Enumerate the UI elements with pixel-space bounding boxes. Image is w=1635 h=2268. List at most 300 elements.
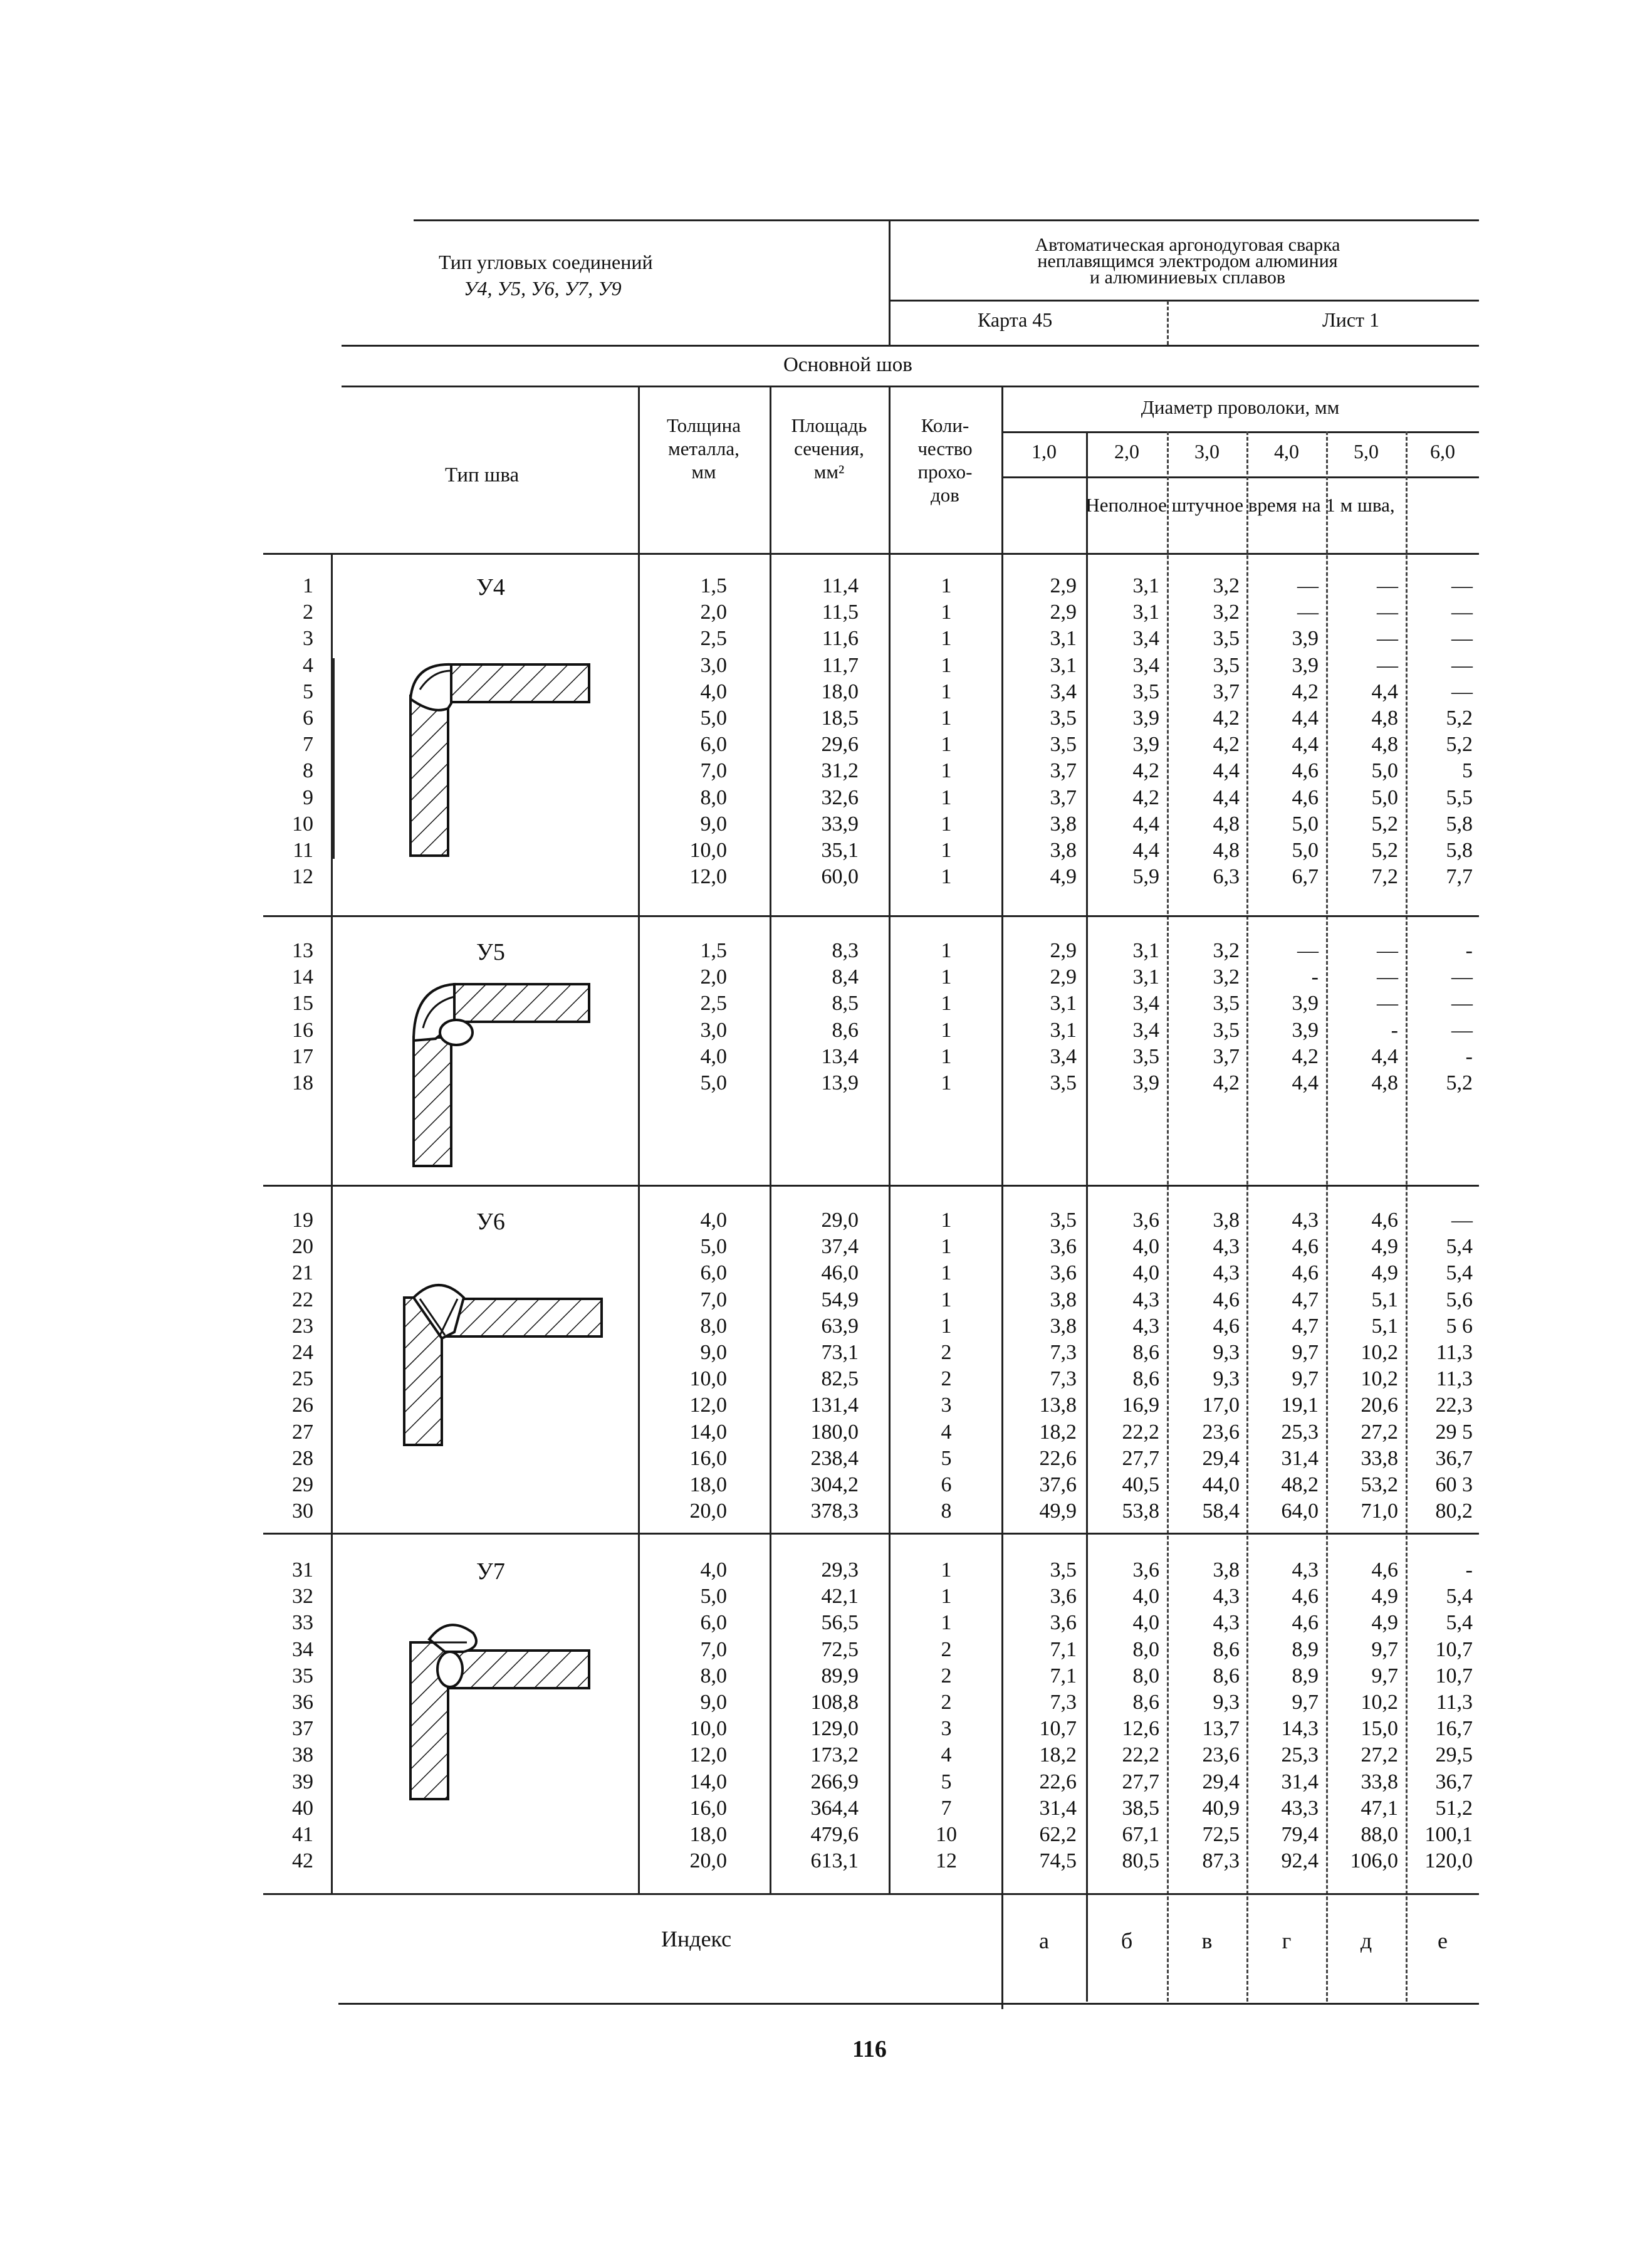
cell-time-d2: 3,5 [1213,627,1240,651]
cell-thickness: 14,0 [689,1420,727,1444]
cell-area: 32,6 [821,785,859,809]
cell-time-d0: 3,1 [1050,627,1077,651]
cell-area: 29,6 [821,733,859,757]
seam-drawing-y5 [395,969,595,1169]
cell-time-d5: 5,2 [1446,1071,1473,1095]
col-passes-line2: чество [917,438,973,459]
diameter-header-1: 2,0 [1114,440,1139,463]
cell-time-d1: 8,6 [1132,1691,1159,1714]
cell-time-d5: 11,3 [1436,1341,1473,1364]
cell-thickness: 10,0 [689,1717,727,1741]
cell-area: 18,0 [821,680,859,703]
cell-thickness: 7,0 [700,1637,727,1661]
cell-time-d3: 4,3 [1292,1209,1319,1232]
row-number: 19 [292,1209,313,1232]
cell-passes: 1 [941,653,952,677]
row-number: 25 [292,1367,313,1391]
cell-time-d2: 4,4 [1213,759,1240,783]
cell-time-d2: 3,2 [1213,939,1240,962]
cell-thickness: 8,0 [700,1664,727,1688]
cell-passes: 1 [941,812,952,836]
cell-time-d5: 5,2 [1446,706,1473,730]
cell-time-d2: 8,6 [1213,1637,1240,1661]
col-thickness-line3: мм [691,461,716,483]
cell-time-d4: 4,9 [1371,1585,1398,1609]
cell-thickness: 4,0 [700,1209,727,1232]
cell-passes: 1 [941,965,952,989]
table-top-rule [342,386,1479,387]
cell-time-d1: 3,1 [1132,965,1159,989]
cell-area: 54,9 [821,1288,859,1311]
cell-time-d0: 3,8 [1050,812,1077,836]
cell-passes: 2 [941,1367,952,1391]
cell-time-d3: 4,7 [1292,1288,1319,1311]
cell-time-d0: 62,2 [1039,1823,1077,1846]
cell-time-d2: 29,4 [1202,1446,1240,1470]
cell-time-d1: 4,0 [1132,1235,1159,1259]
cell-time-d0: 3,4 [1050,680,1077,703]
cell-time-d4: 33,8 [1361,1446,1398,1470]
row-number: 32 [292,1585,313,1609]
row-number: 30 [292,1499,313,1523]
index-bottom-rule [338,2003,1479,2005]
cell-time-d4: 4,8 [1371,733,1398,757]
cell-time-d2: 29,4 [1202,1770,1240,1793]
cell-thickness: 16,0 [689,1446,727,1470]
cell-thickness: 5,0 [700,706,727,730]
cell-time-d3: 79,4 [1281,1823,1319,1846]
cell-time-d3: 4,4 [1292,706,1319,730]
cell-time-d4: 10,2 [1361,1341,1398,1364]
cell-area: 42,1 [821,1585,859,1609]
cell-thickness: 4,0 [700,1558,727,1582]
cell-passes: 1 [941,706,952,730]
cell-time-d0: 3,1 [1050,653,1077,677]
col-seam-type-header: Тип шва [445,464,520,486]
cell-time-d1: 3,5 [1132,680,1159,703]
cell-time-d3: 5,0 [1292,812,1319,836]
cell-thickness: 1,5 [700,939,727,962]
row-number: 42 [292,1849,313,1873]
col-thickness-line2: металла, [668,438,739,459]
seam-drawing-y6 [395,1273,608,1448]
cell-time-d2: 9,3 [1213,1367,1240,1391]
cell-time-d1: 27,7 [1122,1446,1159,1470]
header-right-title-3: и алюминиевых сплавов [1089,267,1286,288]
cell-time-d4: 5,2 [1371,839,1398,862]
cell-time-d4: 4,4 [1371,1044,1398,1068]
cell-time-d3: — [1297,601,1319,624]
cell-passes: 5 [941,1770,952,1793]
cell-thickness: 10,0 [689,1367,727,1391]
index-label: Индекс [661,1926,732,1951]
cell-time-d5: 5,4 [1446,1585,1473,1609]
col-thickness-header [638,414,770,483]
cell-time-d0: 7,3 [1050,1691,1077,1714]
cell-time-d4: 10,2 [1361,1367,1398,1391]
cell-time-d5: 29,5 [1435,1743,1473,1767]
cell-passes: 2 [941,1664,952,1688]
cell-thickness: 4,0 [700,680,727,703]
col-thickness-line1: Толщина [667,414,741,436]
cell-time-d1: 3,5 [1132,1044,1159,1068]
cell-time-d4: 5,0 [1371,759,1398,783]
cell-time-d1: 3,4 [1132,1018,1159,1042]
cell-time-d0: 3,7 [1050,759,1077,783]
cell-time-d0: 7,3 [1050,1367,1077,1391]
cell-time-d4: — [1377,627,1398,651]
cell-area: 60,0 [821,865,859,889]
cell-time-d2: 3,5 [1213,653,1240,677]
row-number: 22 [292,1288,313,1311]
cell-time-d3: 14,3 [1281,1717,1319,1741]
cell-passes: 1 [941,992,952,1016]
cell-area: 173,2 [810,1743,859,1767]
cell-time-d5: 5,5 [1446,785,1473,809]
cell-passes: 1 [941,1044,952,1068]
cell-time-d3: 4,6 [1292,1611,1319,1635]
cell-time-d2: 87,3 [1202,1849,1240,1873]
card-label: Карта 45 [978,308,1053,331]
cell-time-d3: 25,3 [1281,1420,1319,1444]
cell-time-d4: 4,4 [1371,680,1398,703]
cell-area: 11,5 [822,601,859,624]
cell-passes: 1 [941,680,952,703]
cell-time-d1: 38,5 [1122,1796,1159,1820]
diam-sep-1 [1086,431,1088,2002]
cell-time-d5: 5,4 [1446,1261,1473,1285]
cell-time-d1: 4,3 [1132,1288,1159,1311]
cell-time-d0: 37,6 [1039,1473,1077,1496]
cell-time-d2: 40,9 [1202,1796,1240,1820]
cell-passes: 4 [941,1743,952,1767]
cell-thickness: 8,0 [700,785,727,809]
cell-time-d2: 3,7 [1213,1044,1240,1068]
cell-passes: 1 [941,627,952,651]
diam-sep-2 [1167,431,1169,2002]
cell-time-d4: 15,0 [1361,1717,1398,1741]
cell-time-d5: 60 3 [1435,1473,1473,1496]
cell-time-d1: 16,9 [1122,1394,1159,1417]
cell-time-d4: 5,2 [1371,812,1398,836]
row-number: 13 [292,939,313,962]
row-number: 24 [292,1341,313,1364]
cell-area: 266,9 [810,1770,859,1793]
cell-time-d1: 3,4 [1132,627,1159,651]
cell-time-d1: 67,1 [1122,1823,1159,1846]
row-number: 38 [292,1743,313,1767]
cell-thickness: 18,0 [689,1823,727,1846]
cell-thickness: 12,0 [689,1394,727,1417]
seam-drawing-y4 [395,646,595,859]
col-area-header [770,414,889,483]
cell-thickness: 7,0 [700,1288,727,1311]
cell-area: 82,5 [821,1367,859,1391]
row-number: 36 [292,1691,313,1714]
cell-time-d4: 9,7 [1371,1664,1398,1688]
cell-time-d4: 7,2 [1371,865,1398,889]
cell-time-d5: 29 5 [1435,1420,1473,1444]
cell-time-d3: 8,9 [1292,1637,1319,1661]
cell-time-d3: 9,7 [1292,1691,1319,1714]
cell-time-d3: 3,9 [1292,1018,1319,1042]
cell-time-d0: 3,8 [1050,839,1077,862]
row-number: 28 [292,1446,313,1470]
cell-time-d3: 64,0 [1281,1499,1319,1523]
cell-time-d3: 25,3 [1281,1743,1319,1767]
sheet-label: Лист 1 [1322,308,1380,331]
cell-time-d1: 3,9 [1132,1071,1159,1095]
cell-time-d3: 9,7 [1292,1341,1319,1364]
cell-time-d1: 3,4 [1132,653,1159,677]
cell-area: 56,5 [821,1611,859,1635]
cell-time-d2: 23,6 [1202,1420,1240,1444]
cell-passes: 1 [941,1585,952,1609]
col-line-diameters [1001,386,1003,2009]
cell-time-d5: 22,3 [1435,1394,1473,1417]
cell-time-d0: 3,5 [1050,1071,1077,1095]
cell-thickness: 5,0 [700,1071,727,1095]
card-sheet-divider [1167,301,1169,345]
cell-thickness: 7,0 [700,759,727,783]
cell-passes: 1 [941,574,952,597]
cell-time-d3: 19,1 [1281,1394,1319,1417]
cell-area: 89,9 [821,1664,859,1688]
cell-time-d0: 2,9 [1050,574,1077,597]
row-number: 21 [292,1261,313,1285]
diameter-header-0: 1,0 [1032,440,1057,463]
cell-time-d4: — [1377,939,1398,962]
cell-time-d4: 4,6 [1371,1558,1398,1582]
col-passes-line4: дов [931,484,959,506]
cell-thickness: 6,0 [700,733,727,757]
row-number: 3 [303,627,313,651]
cell-time-d0: 3,6 [1050,1235,1077,1259]
cell-time-d5: 36,7 [1435,1770,1473,1793]
row-number: 16 [292,1018,313,1042]
cell-time-d2: 3,2 [1213,601,1240,624]
cell-time-d2: 4,2 [1213,706,1240,730]
cell-time-d3: 4,4 [1292,1071,1319,1095]
cell-passes: 1 [941,1314,952,1338]
cell-time-d5: — [1451,992,1473,1016]
cell-time-d1: 12,6 [1122,1717,1159,1741]
cell-time-d2: 58,4 [1202,1499,1240,1523]
cell-time-d5: — [1451,680,1473,703]
seam-label-y7: У7 [476,1558,505,1585]
cell-time-d1: 4,4 [1132,839,1159,862]
row-number: 41 [292,1823,313,1846]
cell-time-d0: 49,9 [1039,1499,1077,1523]
col-line-area [770,386,771,1893]
cell-area: 31,2 [821,759,859,783]
header-divider [889,219,891,345]
cell-time-d2: 8,6 [1213,1664,1240,1688]
cell-time-d4: 53,2 [1361,1473,1398,1496]
cell-area: 46,0 [821,1261,859,1285]
cell-passes: 2 [941,1637,952,1661]
col-passes-line1: Коли- [921,414,969,436]
col-area-line3: мм² [813,461,845,483]
cell-area: 29,0 [821,1209,859,1232]
cell-time-d4: 5,1 [1371,1314,1398,1338]
cell-time-d3: 5,0 [1292,839,1319,862]
cell-area: 108,8 [810,1691,859,1714]
col-line-thickness [638,386,640,1893]
cell-time-d4: — [1377,965,1398,989]
cell-time-d0: 13,8 [1039,1394,1077,1417]
row-number: 35 [292,1664,313,1688]
cell-time-d3: 4,7 [1292,1314,1319,1338]
cell-time-d0: 31,4 [1039,1796,1077,1820]
cell-time-d0: 22,6 [1039,1446,1077,1470]
cell-time-d2: 72,5 [1202,1823,1240,1846]
page-number: 116 [852,2036,887,2062]
cell-time-d0: 22,6 [1039,1770,1077,1793]
cell-time-d0: 3,8 [1050,1314,1077,1338]
cell-area: 364,4 [810,1796,859,1820]
cell-time-d5: — [1451,601,1473,624]
index-top-rule [263,1893,1479,1895]
cell-time-d0: 3,5 [1050,733,1077,757]
cell-time-d5: 36,7 [1435,1446,1473,1470]
group-rule-2 [263,1185,1479,1187]
cell-time-d4: — [1377,601,1398,624]
cell-time-d4: 106,0 [1350,1849,1398,1873]
header-right-title-1: Автоматическая аргонодуговая сварка [1035,234,1340,255]
cell-time-d4: — [1377,653,1398,677]
cell-passes: 1 [941,939,952,962]
cell-time-d0: 3,6 [1050,1611,1077,1635]
cell-time-d4: 4,6 [1371,1209,1398,1232]
row-number: 15 [292,992,313,1016]
cell-time-d4: 47,1 [1361,1796,1398,1820]
cell-time-d5: — [1451,1209,1473,1232]
cell-time-d1: 5,9 [1132,865,1159,889]
index-value-3: г [1282,1928,1292,1953]
cell-area: 479,6 [810,1823,859,1846]
cell-area: 8,5 [832,992,859,1016]
cell-time-d4: 10,2 [1361,1691,1398,1714]
cell-time-d4: — [1377,992,1398,1016]
cell-thickness: 12,0 [689,865,727,889]
cell-time-d0: 10,7 [1039,1717,1077,1741]
row-number: 39 [292,1770,313,1793]
cell-time-d4: - [1391,1018,1398,1042]
cell-thickness: 5,0 [700,1235,727,1259]
cell-area: 29,3 [821,1558,859,1582]
header-left-title-1: Тип угловых соединений [439,251,653,273]
cell-time-d4: 27,2 [1361,1743,1398,1767]
cell-passes: 4 [941,1420,952,1444]
cell-time-d3: 4,6 [1292,1261,1319,1285]
cell-area: 304,2 [810,1473,859,1496]
cell-time-d4: 4,9 [1371,1235,1398,1259]
cell-time-d5: 120,0 [1424,1849,1473,1873]
cell-time-d3: 31,4 [1281,1770,1319,1793]
cell-thickness: 18,0 [689,1473,727,1496]
row-number: 7 [303,733,313,757]
cell-time-d1: 8,6 [1132,1367,1159,1391]
cell-thickness: 8,0 [700,1314,727,1338]
cell-passes: 1 [941,1558,952,1582]
cell-time-d1: 8,0 [1132,1637,1159,1661]
cell-area: 180,0 [810,1420,859,1444]
cell-time-d0: 7,1 [1050,1664,1077,1688]
cell-time-d4: 20,6 [1361,1394,1398,1417]
cell-area: 33,9 [821,812,859,836]
cell-time-d0: 3,6 [1050,1261,1077,1285]
row-number: 27 [292,1420,313,1444]
col-passes-header [889,414,1001,507]
cell-time-d2: 3,8 [1213,1558,1240,1582]
row-number: 6 [303,706,313,730]
cell-thickness: 5,0 [700,1585,727,1609]
cell-time-d5: 80,2 [1435,1499,1473,1523]
cell-time-d0: 3,8 [1050,1288,1077,1311]
cell-time-d3: 6,7 [1292,865,1319,889]
row-number: 40 [292,1796,313,1820]
cell-area: 18,5 [821,706,859,730]
cell-time-d5: 11,3 [1436,1367,1473,1391]
row-number: 33 [292,1611,313,1635]
cell-time-d1: 53,8 [1122,1499,1159,1523]
subheader-time: Неполное штучное время на 1 м шва, [1085,494,1395,516]
index-value-2: в [1201,1928,1213,1953]
cell-time-d5: - [1465,1044,1473,1068]
cell-time-d3: 43,3 [1281,1796,1319,1820]
cell-time-d4: 9,7 [1371,1637,1398,1661]
row-number: 37 [292,1717,313,1741]
header-bottom-rule [263,553,1479,555]
cell-time-d2: 3,8 [1213,1209,1240,1232]
row-number: 11 [293,839,313,862]
cell-time-d1: 4,0 [1132,1611,1159,1635]
left-edge-mark [332,658,335,859]
cell-time-d2: 4,6 [1213,1288,1240,1311]
cell-time-d5: 51,2 [1435,1796,1473,1820]
diam-sep-3 [1246,431,1248,2002]
index-value-5: е [1438,1928,1448,1953]
cell-time-d5: 5,2 [1446,733,1473,757]
cell-thickness: 2,5 [700,992,727,1016]
cell-time-d0: 3,1 [1050,992,1077,1016]
cell-time-d3: 4,3 [1292,1558,1319,1582]
diameter-header-2: 3,0 [1194,440,1220,463]
cell-time-d5: 100,1 [1424,1823,1473,1846]
cell-passes: 7 [941,1796,952,1820]
cell-time-d5: — [1451,653,1473,677]
cell-thickness: 4,0 [700,1044,727,1068]
cell-thickness: 14,0 [689,1770,727,1793]
cell-thickness: 16,0 [689,1796,727,1820]
group-rule-3 [263,1533,1479,1535]
cell-time-d5: — [1451,627,1473,651]
cell-time-d1: 22,2 [1122,1743,1159,1767]
cell-time-d4: 4,8 [1371,706,1398,730]
cell-thickness: 9,0 [700,812,727,836]
index-value-4: д [1360,1928,1372,1953]
cell-time-d5: 10,7 [1435,1637,1473,1661]
col-passes-line3: прохо- [917,461,973,483]
cell-time-d1: 4,0 [1132,1585,1159,1609]
cell-time-d5: 16,7 [1435,1717,1473,1741]
cell-time-d5: - [1465,1558,1473,1582]
cell-time-d1: 3,4 [1132,992,1159,1016]
cell-time-d3: 3,9 [1292,992,1319,1016]
cell-time-d0: 7,1 [1050,1637,1077,1661]
cell-time-d1: 8,6 [1132,1341,1159,1364]
